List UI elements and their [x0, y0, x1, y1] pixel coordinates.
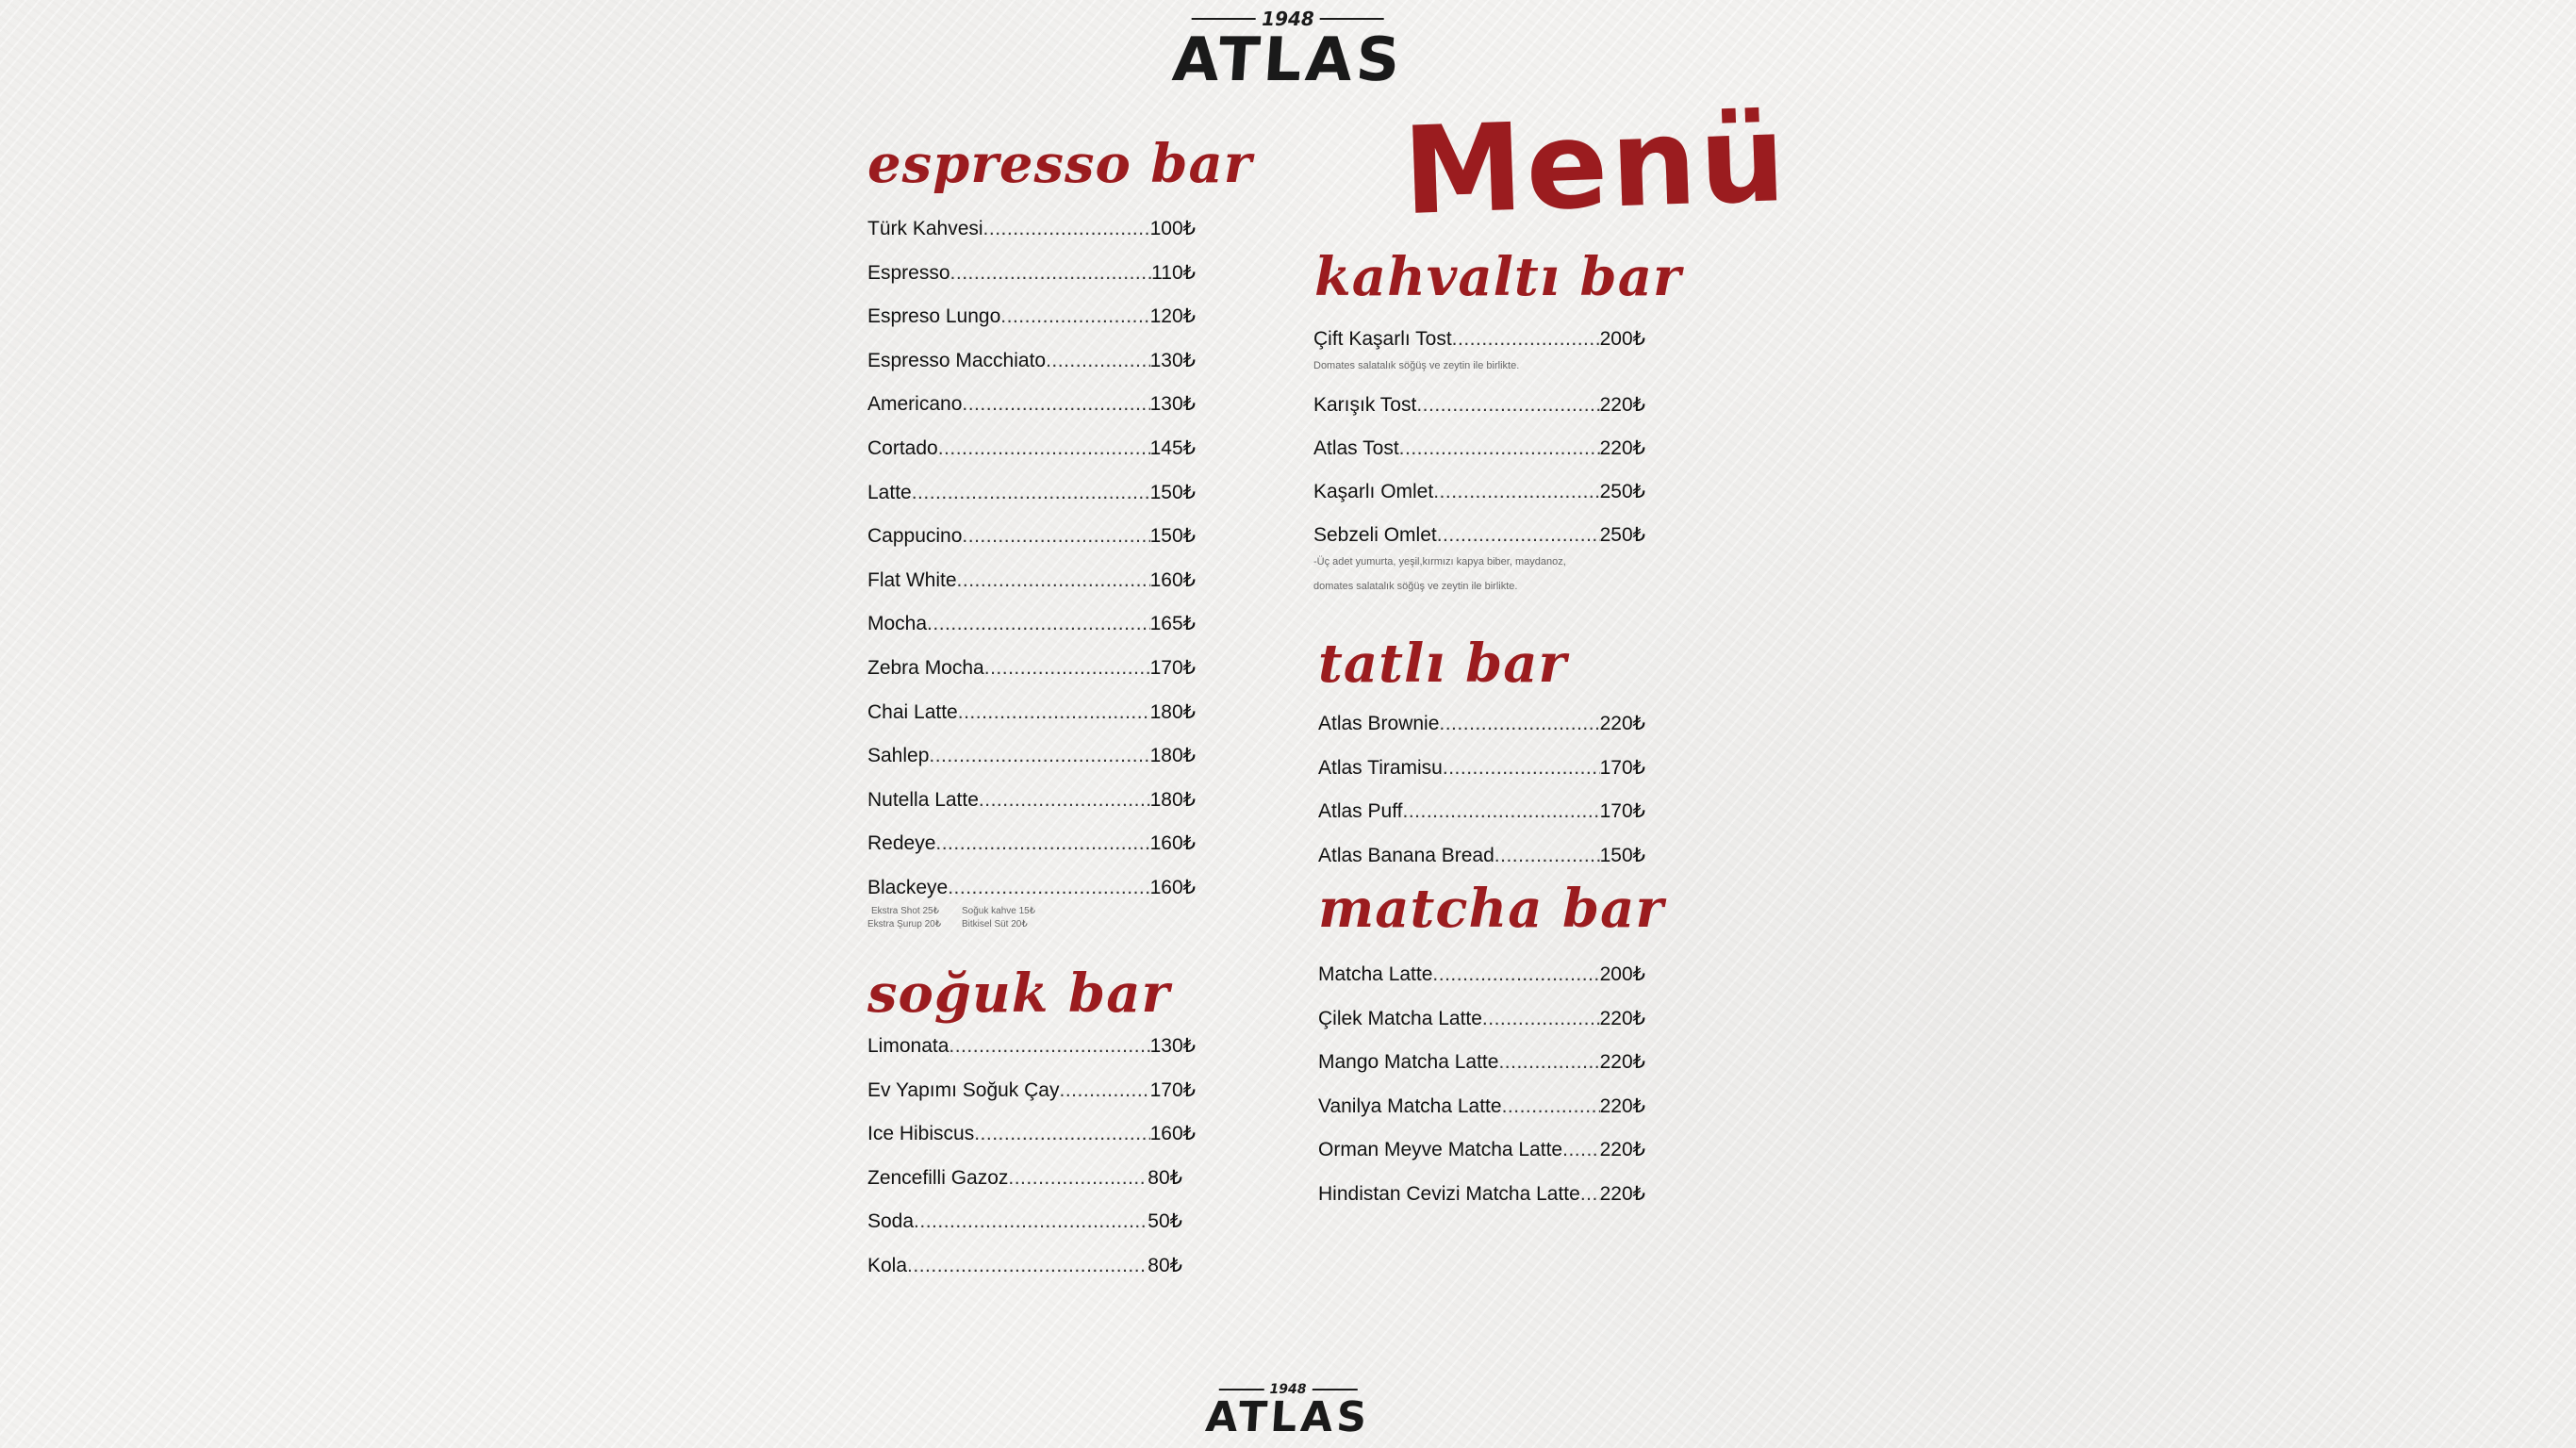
item-price: 110₺ [1151, 261, 1196, 284]
item-name: Nutella Latte [867, 788, 979, 811]
item-name: Blackeye [867, 877, 949, 898]
item-name: Mango Matcha Latte [1318, 1051, 1499, 1074]
item-price: 160₺ [1149, 832, 1196, 855]
item-note: Domates salatalık söğüş ve zeytin ile birlikte. [1313, 360, 1520, 371]
item-price: 160₺ [1149, 877, 1196, 898]
menu-item [867, 1254, 1182, 1278]
item-name: Vanilya Matcha Latte [1318, 1094, 1502, 1117]
item-name: Ice Hibiscus [867, 1123, 975, 1145]
item-price: 150₺ [1149, 481, 1196, 503]
matcha-bar-title: matcha bar [1318, 878, 1664, 940]
menu-item [1313, 436, 1645, 461]
item-name: Espresso Macchiato [867, 349, 1047, 371]
item-name: Flat White [867, 568, 957, 591]
menu-item [867, 876, 1196, 900]
menu-item [867, 392, 1196, 417]
item-price: 145₺ [1149, 437, 1196, 459]
menu-item [867, 788, 1196, 813]
item-name: Zencefilli Gazoz [867, 1166, 1009, 1189]
item-price: 160₺ [1149, 1123, 1196, 1145]
soguk-bar-title: soğuk bar [867, 963, 1170, 1025]
menu-item [1318, 1138, 1645, 1162]
item-price: 160₺ [1149, 568, 1196, 591]
menu-item [867, 1166, 1182, 1191]
item-price: 220₺ [1599, 1094, 1645, 1117]
item-name: Atlas Tiramisu [1318, 756, 1443, 779]
logo-brand-name: ATLAS [1204, 1393, 1373, 1441]
item-price: 220₺ [1599, 437, 1645, 459]
item-name: Sahlep [867, 745, 930, 767]
menu-item [867, 524, 1196, 549]
item-name: Çift Kaşarlı Tost [1313, 328, 1452, 350]
menu-item [867, 612, 1196, 636]
menu-item [867, 1078, 1196, 1103]
item-name: Atlas Banana Bread [1318, 844, 1494, 866]
extra-item: Soğuk kahve 15₺ [962, 906, 1036, 916]
item-name: Cappucino [867, 525, 963, 548]
item-name: Soda [867, 1210, 915, 1233]
menu-item [867, 304, 1196, 329]
item-price: 250₺ [1599, 524, 1645, 546]
extra-item: Ekstra Şurup 20₺ [867, 919, 942, 930]
menu-item [867, 568, 1196, 593]
item-name: Chai Latte [867, 700, 958, 723]
menu-item [1318, 756, 1645, 781]
menu-item [1318, 712, 1645, 736]
item-note: domates salatalık söğüş ve zeytin ile birlikte. [1313, 581, 1518, 592]
menu-item [867, 349, 1196, 373]
item-price: 150₺ [1149, 525, 1196, 548]
item-price: 120₺ [1149, 305, 1196, 328]
item-price: 200₺ [1599, 328, 1645, 350]
item-note: -Üç adet yumurta, yeşil,kırmızı kapya biber, maydanoz, [1313, 556, 1566, 568]
logo-rule-right [1320, 18, 1384, 20]
menu-item [1318, 963, 1645, 987]
menu-item [867, 1034, 1196, 1059]
item-price: 165₺ [1149, 613, 1196, 635]
item-price: 170₺ [1599, 756, 1645, 779]
item-price: 80₺ [1148, 1166, 1182, 1189]
logo-rule-left [1219, 1389, 1264, 1390]
item-name: Americano [867, 393, 963, 416]
item-name: Espresso [867, 261, 950, 284]
menu-item [867, 831, 1196, 856]
item-price: 50₺ [1148, 1210, 1182, 1233]
item-name: Matcha Latte [1318, 963, 1433, 985]
item-name: Atlas Tost [1313, 437, 1399, 459]
extra-item: Bitkisel Süt 20₺ [962, 919, 1028, 930]
menu-item [1313, 393, 1645, 418]
menu-item [1313, 523, 1645, 548]
item-name: Ev Yapımı Soğuk Çay [867, 1078, 1060, 1101]
menu-item [1313, 480, 1645, 504]
item-name: Zebra Mocha [867, 657, 984, 679]
atlas-logo-top [1170, 8, 1406, 95]
item-price: 170₺ [1149, 657, 1196, 679]
menu-item [867, 217, 1196, 241]
menu-item [1318, 1094, 1645, 1119]
item-name: Mocha [867, 613, 928, 635]
menu-title: Menü [1400, 88, 1791, 243]
logo-rule-right [1312, 1389, 1357, 1390]
item-name: Karışık Tost [1313, 394, 1417, 416]
item-name: Çilek Matcha Latte [1318, 1007, 1482, 1029]
item-price: 200₺ [1599, 963, 1645, 985]
item-name: Atlas Brownie [1318, 713, 1440, 734]
item-price: 80₺ [1148, 1255, 1182, 1276]
item-price: 130₺ [1149, 1035, 1196, 1057]
menu-item [867, 481, 1196, 505]
item-name: Limonata [867, 1035, 949, 1057]
extra-item: Ekstra Shot 25₺ [871, 906, 939, 916]
menu-item [1313, 327, 1645, 352]
item-price: 130₺ [1149, 349, 1196, 371]
menu-item [867, 261, 1196, 286]
item-price: 220₺ [1599, 1139, 1645, 1161]
item-price: 130₺ [1149, 393, 1196, 416]
item-name: Hindistan Cevizi Matcha Latte [1318, 1183, 1580, 1205]
item-price: 180₺ [1149, 700, 1196, 723]
item-price: 220₺ [1599, 713, 1645, 734]
menu-item [1318, 799, 1645, 824]
item-name: Espreso Lungo [867, 305, 1001, 328]
menu-item [867, 1209, 1182, 1234]
logo-rule-left [1192, 18, 1256, 20]
menu-item [1318, 1182, 1645, 1207]
item-price: 220₺ [1599, 1183, 1645, 1205]
item-price: 220₺ [1599, 394, 1645, 416]
item-price: 170₺ [1599, 800, 1645, 823]
logo-year: 1948 [1262, 8, 1314, 30]
item-name: Cortado [867, 437, 938, 459]
item-price: 180₺ [1149, 788, 1196, 811]
tatli-bar-title: tatlı bar [1318, 633, 1568, 695]
item-name: Sebzeli Omlet [1313, 524, 1437, 546]
item-name: Atlas Puff [1318, 800, 1403, 823]
item-name: Orman Meyve Matcha Latte [1318, 1139, 1563, 1161]
item-name: Redeye [867, 832, 936, 855]
menu-item [1318, 844, 1645, 868]
logo-year: 1948 [1269, 1382, 1307, 1397]
item-price: 220₺ [1599, 1051, 1645, 1074]
logo-brand-name: ATLAS [1170, 25, 1406, 95]
atlas-logo-bottom [1204, 1382, 1373, 1441]
menu-item [867, 436, 1196, 461]
menu-item [1318, 1050, 1645, 1075]
menu-item [1318, 1007, 1645, 1031]
item-price: 180₺ [1149, 745, 1196, 767]
menu-item [867, 700, 1196, 725]
kahvalti-bar-title: kahvaltı bar [1314, 246, 1682, 308]
menu-item [867, 656, 1196, 681]
item-name: Latte [867, 481, 912, 503]
espresso-bar-title: espresso bar [867, 133, 1253, 195]
item-price: 250₺ [1599, 481, 1645, 502]
item-price: 170₺ [1149, 1078, 1196, 1101]
item-price: 220₺ [1599, 1007, 1645, 1029]
menu-item [867, 1122, 1196, 1146]
item-name: Türk Kahvesi [867, 218, 983, 239]
item-price: 100₺ [1149, 218, 1196, 239]
item-name: Kola [867, 1255, 908, 1276]
menu-item [867, 744, 1196, 768]
espresso-extras [867, 905, 1035, 931]
item-price: 150₺ [1599, 844, 1645, 866]
item-name: Kaşarlı Omlet [1313, 481, 1434, 502]
